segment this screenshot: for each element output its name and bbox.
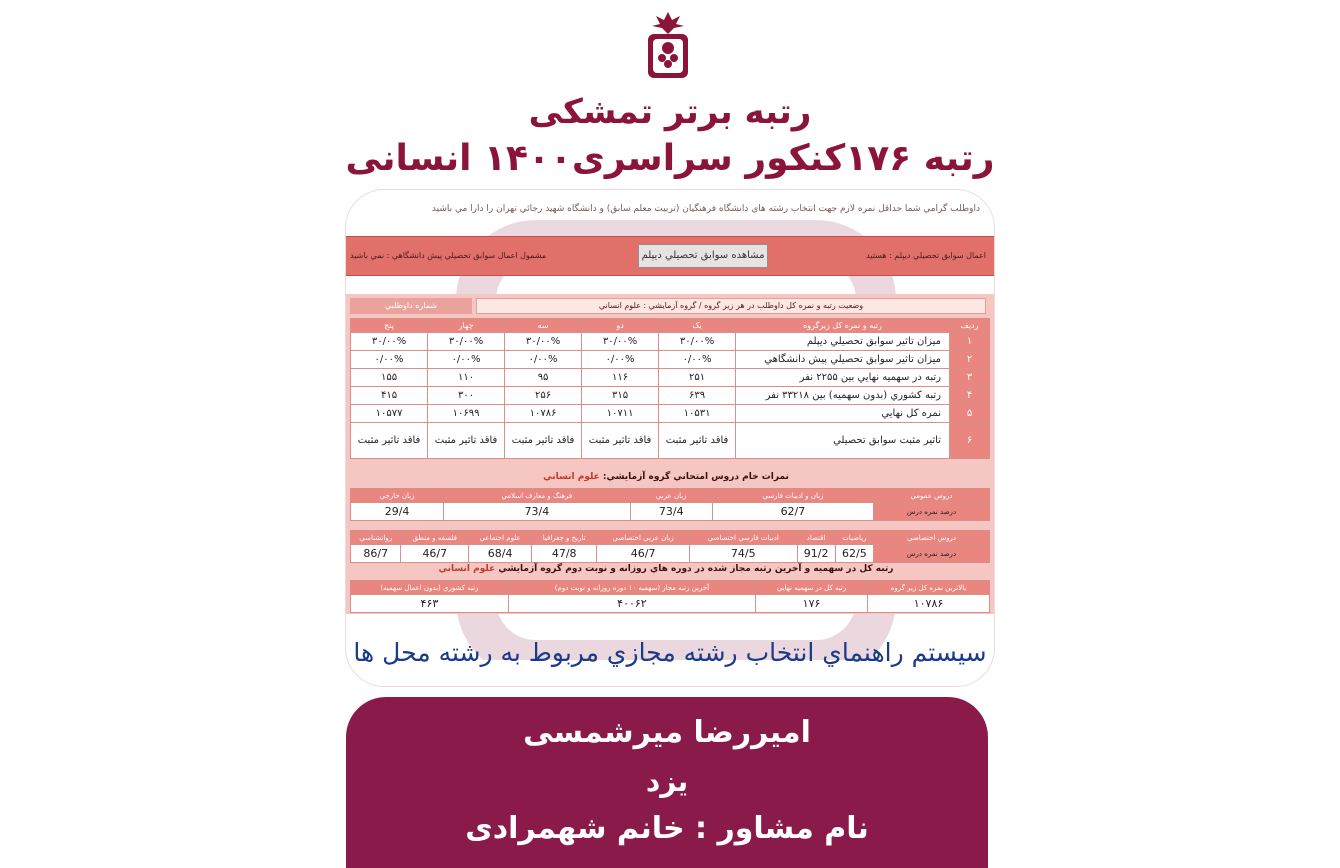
score-cell: 46/7 <box>401 545 469 563</box>
row-label: رتبه کشوري (بدون سهميه) بين ۳۳۲۱۸ نفر <box>736 387 950 405</box>
column-header: زبان عربي اختصاصي <box>597 531 690 545</box>
cell: ۶۳۹ <box>659 387 736 405</box>
score-cell: 68/4 <box>469 545 532 563</box>
column-header: فرهنگ و معارف اسلامي <box>444 489 631 503</box>
cell: ۱۰۷۸۶ <box>505 405 582 423</box>
raspberry-logo-icon <box>644 10 692 80</box>
table-row <box>351 405 990 423</box>
score-cell: 62/5 <box>835 545 873 563</box>
row-number: ۲ <box>950 351 990 369</box>
row-number: ۳ <box>950 369 990 387</box>
advisor-name: نام مشاور : خانم شهمرادی <box>465 811 869 846</box>
cell: ۰/۰۰% <box>351 351 428 369</box>
cell: ۳۰/۰۰% <box>428 333 505 351</box>
cell: ۴۱۵ <box>351 387 428 405</box>
row-label: نمره کل نهايي <box>736 405 950 423</box>
column-header: سه <box>505 319 582 333</box>
row-label: ميزان تاثير سوابق تحصيلي پيش دانشگاهي <box>736 351 950 369</box>
cell: ۱۰۷۱۱ <box>582 405 659 423</box>
column-header: رتبه و نمره کل زيرگروه <box>736 319 950 333</box>
column-header: تاريخ و جغرافيا <box>532 531 597 545</box>
general-courses-table <box>350 488 990 521</box>
column-header: روانشناسي <box>351 531 401 545</box>
row-number: ۶ <box>950 423 990 459</box>
column-header: اقتصاد <box>797 531 835 545</box>
row-label: دروس عمومي <box>874 489 990 503</box>
score-cell: 91/2 <box>797 545 835 563</box>
cell: فاقد تاثير مثبت <box>505 423 582 459</box>
table-row <box>351 387 990 405</box>
subgroup-rank-table <box>350 318 990 459</box>
row-label: درصد نمره درس <box>874 545 990 563</box>
column-header: رديف <box>950 319 990 333</box>
rank-summary-title: رتبه کل در سهميه و آخرين رتبه مجاز شده در دوره هاي روزانه و نوبت دوم گروه آزمايشي علوم انساني <box>438 564 894 574</box>
score-cell: 74/5 <box>689 545 797 563</box>
row-label: تاثير مثبت سوابق تحصيلي <box>736 423 950 459</box>
cell: ۰/۰۰% <box>505 351 582 369</box>
cell: ۱۰۵۷۷ <box>351 405 428 423</box>
row-number: ۱ <box>950 333 990 351</box>
column-header: فلسفه و منطق <box>401 531 469 545</box>
rank-cell: ۴۰۰۶۲ <box>508 595 755 613</box>
column-header: يک <box>659 319 736 333</box>
page-title: رتبه برتر تمشکی <box>528 92 812 132</box>
cell: ۰/۰۰% <box>428 351 505 369</box>
cell: ۰/۰۰% <box>659 351 736 369</box>
column-header: دو <box>582 319 659 333</box>
cell: ۲۵۱ <box>659 369 736 387</box>
page-subtitle: رتبه ۱۷۶کنکور سراسری۱۴۰۰ انسانی <box>345 138 995 179</box>
special-courses-table <box>350 530 990 563</box>
cell: فاقد تاثير مثبت <box>351 423 428 459</box>
cell: ۱۵۵ <box>351 369 428 387</box>
cell: ۰/۰۰% <box>582 351 659 369</box>
table-row <box>351 333 990 351</box>
view-diploma-records-button[interactable]: مشاهده سوابق تحصيلي ديپلم <box>638 244 768 268</box>
cell: ۳۰/۰۰% <box>505 333 582 351</box>
candidate-number-label: شماره داوطلبي <box>350 298 472 314</box>
row-label: درصد نمره درس <box>874 503 990 521</box>
table-row <box>351 369 990 387</box>
score-cell: 29/4 <box>351 503 444 521</box>
row-label: ميزان تاثير سوابق تحصيلي ديپلم <box>736 333 950 351</box>
column-header: بالاترين نمره کل زير گروه <box>868 581 990 595</box>
cell: ۳۱۵ <box>582 387 659 405</box>
score-cell: 73/4 <box>444 503 631 521</box>
student-info-banner <box>346 697 988 868</box>
column-header: رتبه کشوري (بدون اعمال سهميه) <box>351 581 509 595</box>
score-cell: 47/8 <box>532 545 597 563</box>
table-row <box>351 351 990 369</box>
cell: فاقد تاثير مثبت <box>659 423 736 459</box>
group-name: علوم انساني <box>438 564 496 574</box>
rank-cell: ۱۰۷۸۶ <box>868 595 990 613</box>
panel-title: وضعيت رتبه و نمره کل داوطلب در هر زير گروه / گروه آزمايشي : علوم انساني <box>476 298 986 314</box>
eligibility-notice: داوطلب گرامي شما حداقل نمره لازم جهت انتخاب رشته هاي دانشگاه فرهنگيان (تربيت معلم سابق) و دانشگاه شهيد رجائي تهران را دارا مي باشيد <box>431 204 980 214</box>
column-header: زبان خارجي <box>351 489 444 503</box>
student-name: امیررضا میرشمسی <box>523 715 811 750</box>
score-cell: 46/7 <box>597 545 690 563</box>
column-header: زبان و ادبيات فارسي <box>712 489 873 503</box>
table-row <box>351 423 990 459</box>
column-header: چهار <box>428 319 505 333</box>
cell: ۳۰۰ <box>428 387 505 405</box>
column-header: زبان عربي <box>630 489 712 503</box>
row-label: دروس اختصاصي <box>874 531 990 545</box>
result-screenshot-card <box>346 190 994 686</box>
score-cell: 62/7 <box>712 503 873 521</box>
selection-guide-link[interactable]: سيستم راهنماي انتخاب رشته مجازي مربوط به رشته محل ها <box>353 638 987 667</box>
group-name: علوم انساني <box>543 472 600 482</box>
cell: فاقد تاثير مثبت <box>428 423 505 459</box>
column-header: رتبه کل در سهميه نهايي <box>756 581 868 595</box>
row-label: رتبه در سهميه نهايي بين ۲۲۵۵ نفر <box>736 369 950 387</box>
column-header: پنج <box>351 319 428 333</box>
rank-cell: ۱۷۶ <box>756 595 868 613</box>
results-panel <box>346 294 994 614</box>
preuniversity-records-status: مشمول اعمال سوابق تحصيلي پيش دانشگاهي : نمي باشيد <box>350 251 547 260</box>
cell: ۳۰/۰۰% <box>582 333 659 351</box>
column-header: رياضيات <box>835 531 873 545</box>
rank-cell: ۴۶۳ <box>351 595 509 613</box>
row-number: ۵ <box>950 405 990 423</box>
student-city: یزد <box>645 765 689 798</box>
column-header: ادبيات فارسي اختصاصي <box>689 531 797 545</box>
cell: ۱۰۶۹۹ <box>428 405 505 423</box>
cell: ۳۰/۰۰% <box>351 333 428 351</box>
cell: ۳۰/۰۰% <box>659 333 736 351</box>
rank-summary-table <box>350 580 990 613</box>
cell: ۱۱۶ <box>582 369 659 387</box>
score-cell: 86/7 <box>351 545 401 563</box>
cell: ۱۰۵۳۱ <box>659 405 736 423</box>
cell: فاقد تاثير مثبت <box>582 423 659 459</box>
cell: ۱۱۰ <box>428 369 505 387</box>
score-cell: 73/4 <box>630 503 712 521</box>
diploma-records-status: اعمال سوابق تحصيلي ديپلم : هستيد <box>866 251 986 260</box>
raw-scores-title: نمرات خام دروس امتحاني گروه آزمايشي: علوم انساني <box>543 472 789 482</box>
cell: ۹۵ <box>505 369 582 387</box>
cell: ۲۵۶ <box>505 387 582 405</box>
column-header: علوم اجتماعي <box>469 531 532 545</box>
column-header: آخرين رتبه مجاز (سهميه ۱۰ دوره روزانه و نوبت دوم) <box>508 581 755 595</box>
records-bar <box>346 236 994 276</box>
row-number: ۴ <box>950 387 990 405</box>
